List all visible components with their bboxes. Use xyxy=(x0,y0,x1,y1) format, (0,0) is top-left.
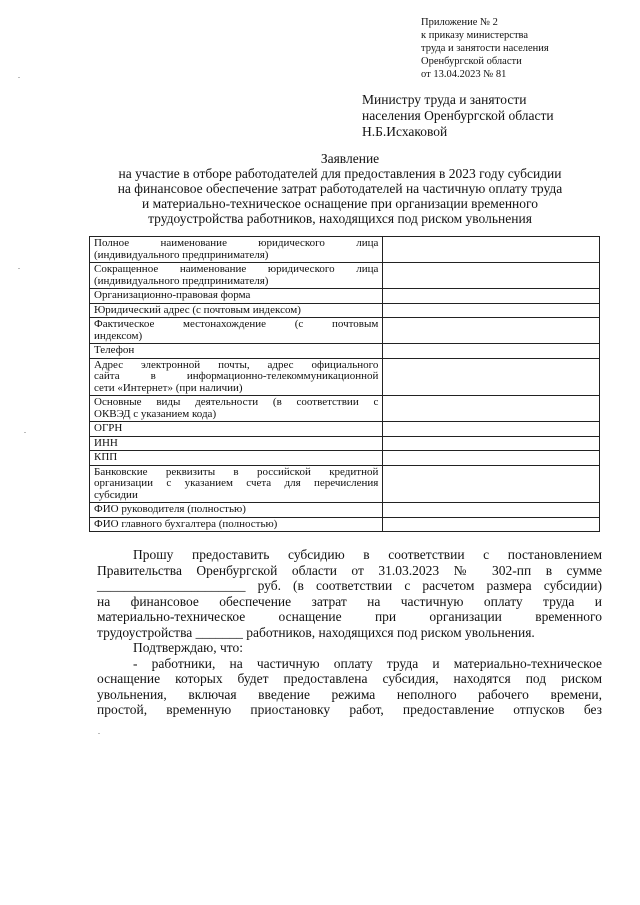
form-field-value[interactable] xyxy=(383,318,600,344)
application-body xyxy=(97,547,602,718)
form-field-label-line: Основные виды деятельности (в соответствии с xyxy=(94,396,379,408)
form-field-label-line: ФИО главного бухгалтера (полностью) xyxy=(94,517,278,530)
form-field-label-line: Адрес электронной почты, адрес официального xyxy=(94,358,379,371)
form-field-label xyxy=(90,422,383,437)
form-field-label-line: Сокращенное наименование юридического лица xyxy=(94,263,379,275)
form-row xyxy=(90,358,600,396)
form-field-label-line: Полное наименование юридического лица xyxy=(94,237,379,249)
body-line: увольнения, включая введение режима неполного рабочего времени, xyxy=(97,686,602,702)
form-field-label-line: ОГРН xyxy=(94,422,123,434)
form-field-label-line: Юридический адрес (с почтовым индексом) xyxy=(94,303,301,316)
form-field-label-line: сети «Интернет» (при наличии) xyxy=(94,381,243,394)
form-field-label xyxy=(90,517,383,532)
form-field-label xyxy=(90,396,383,422)
form-field-value[interactable] xyxy=(383,517,600,532)
form-field-label xyxy=(90,358,383,396)
form-row xyxy=(90,422,600,437)
confirm-line: Подтверждаю, что: xyxy=(133,640,243,655)
body-line: на финансовое обеспечение затрат на частичную оплату труда и xyxy=(97,593,602,609)
appendix-line: от 13.04.2023 № 81 xyxy=(421,69,507,80)
body-line: Прошу предоставить субсидию в соответствии с постановлением xyxy=(133,547,602,562)
form-field-label xyxy=(90,318,383,344)
form-row xyxy=(90,289,600,304)
form-field-label xyxy=(90,303,383,318)
form-field-value[interactable] xyxy=(383,451,600,466)
form-field-label-line: сайта в информационно-телекоммуникационной xyxy=(94,370,379,382)
form-field-label-line: ОКВЭД с указанием кода) xyxy=(94,407,217,420)
form-field-label-line: субсидии xyxy=(94,488,138,501)
scan-speck xyxy=(24,432,26,433)
title-line: трудоустройства работников, находящихся под риском увольнения xyxy=(148,211,532,226)
form-field-label-line: Телефон xyxy=(94,344,135,356)
form-field-value[interactable] xyxy=(383,263,600,289)
form-field-value[interactable] xyxy=(383,396,600,422)
document-title xyxy=(60,151,620,226)
form-row xyxy=(90,303,600,318)
form-field-value[interactable] xyxy=(383,358,600,396)
appendix-line: труда и занятости населения xyxy=(421,43,549,54)
form-field-label-line: Банковские реквизиты в российской кредитной xyxy=(94,465,379,478)
form-row xyxy=(90,263,600,289)
form-field-value[interactable] xyxy=(383,289,600,304)
form-field-label xyxy=(90,263,383,289)
form-field-value[interactable] xyxy=(383,344,600,359)
addressee-line: Министру труда и занятости xyxy=(362,92,527,107)
form-row xyxy=(90,517,600,532)
body-line: оснащение которых будет предоставлена субсидия, находятся под риском xyxy=(97,671,602,686)
form-row xyxy=(90,344,600,359)
body-line: простой, временную приостановку работ, предоставление отпусков без xyxy=(97,702,602,717)
form-field-label-line: Фактическое местонахождение (с почтовым xyxy=(94,318,379,330)
addressee-block xyxy=(362,92,554,140)
form-field-label-line: (индивидуального предпринимателя) xyxy=(94,248,269,261)
form-field-label xyxy=(90,237,383,263)
scan-speck xyxy=(18,77,20,78)
addressee-line: населения Оренбургской области xyxy=(362,108,554,123)
form-field-label xyxy=(90,289,383,304)
form-row xyxy=(90,436,600,451)
appendix-line: Приложение № 2 xyxy=(421,17,498,28)
form-row xyxy=(90,318,600,344)
form-field-value[interactable] xyxy=(383,503,600,518)
form-row xyxy=(90,451,600,466)
form-field-label xyxy=(90,436,383,451)
scan-speck xyxy=(18,268,20,269)
form-row xyxy=(90,503,600,518)
appendix-line: к приказу министерства xyxy=(421,30,529,41)
form-field-label-line: организации с указанием счета для перечисления xyxy=(94,477,379,489)
form-field-value[interactable] xyxy=(383,422,600,437)
form-field-value[interactable] xyxy=(383,465,600,503)
body-line: трудоустройства _______ работников, находящихся под риском увольнения. xyxy=(97,624,535,640)
applicant-info-table xyxy=(89,236,600,532)
form-field-value[interactable] xyxy=(383,237,600,263)
title-line: на финансовое обеспечение затрат работодателей на частичную оплату труда xyxy=(117,181,563,196)
body-line: материально-техническое оснащение при организации временного xyxy=(97,609,602,624)
body-line: - работники, на частичную оплату труда и материально-техническое xyxy=(133,655,602,671)
title-heading: Заявление xyxy=(320,151,380,166)
form-field-value[interactable] xyxy=(383,436,600,451)
form-field-label-line: ИНН xyxy=(94,436,118,449)
form-row xyxy=(90,237,600,263)
form-field-label xyxy=(90,503,383,518)
addressee-line: Н.Б.Исхаковой xyxy=(362,124,448,139)
form-row xyxy=(90,465,600,503)
form-field-label xyxy=(90,344,383,359)
form-field-label xyxy=(90,465,383,503)
appendix-note xyxy=(421,16,549,81)
form-field-label-line: индексом) xyxy=(94,329,143,342)
form-field-value[interactable] xyxy=(383,303,600,318)
form-field-label-line: КПП xyxy=(94,451,118,463)
appendix-line: Оренбургской области xyxy=(421,56,522,67)
form-field-label xyxy=(90,451,383,466)
form-field-label-line: ФИО руководителя (полностью) xyxy=(94,503,246,515)
form-field-label-line: Организационно-правовая форма xyxy=(94,289,251,301)
title-line: на участие в отборе работодателей для предоставления в 2023 году субсидии xyxy=(118,166,562,181)
title-line: и материально-техническое оснащение при организации временного xyxy=(142,196,538,211)
scan-speck xyxy=(98,733,100,734)
body-line: Правительства Оренбургской области от 31.03.2023 № 302-пп в сумме xyxy=(97,562,602,578)
form-row xyxy=(90,396,600,422)
form-field-label-line: (индивидуального предпринимателя) xyxy=(94,274,269,287)
body-line: ______________________ руб. (в соответствии с расчетом размера субсидии) xyxy=(97,578,602,593)
